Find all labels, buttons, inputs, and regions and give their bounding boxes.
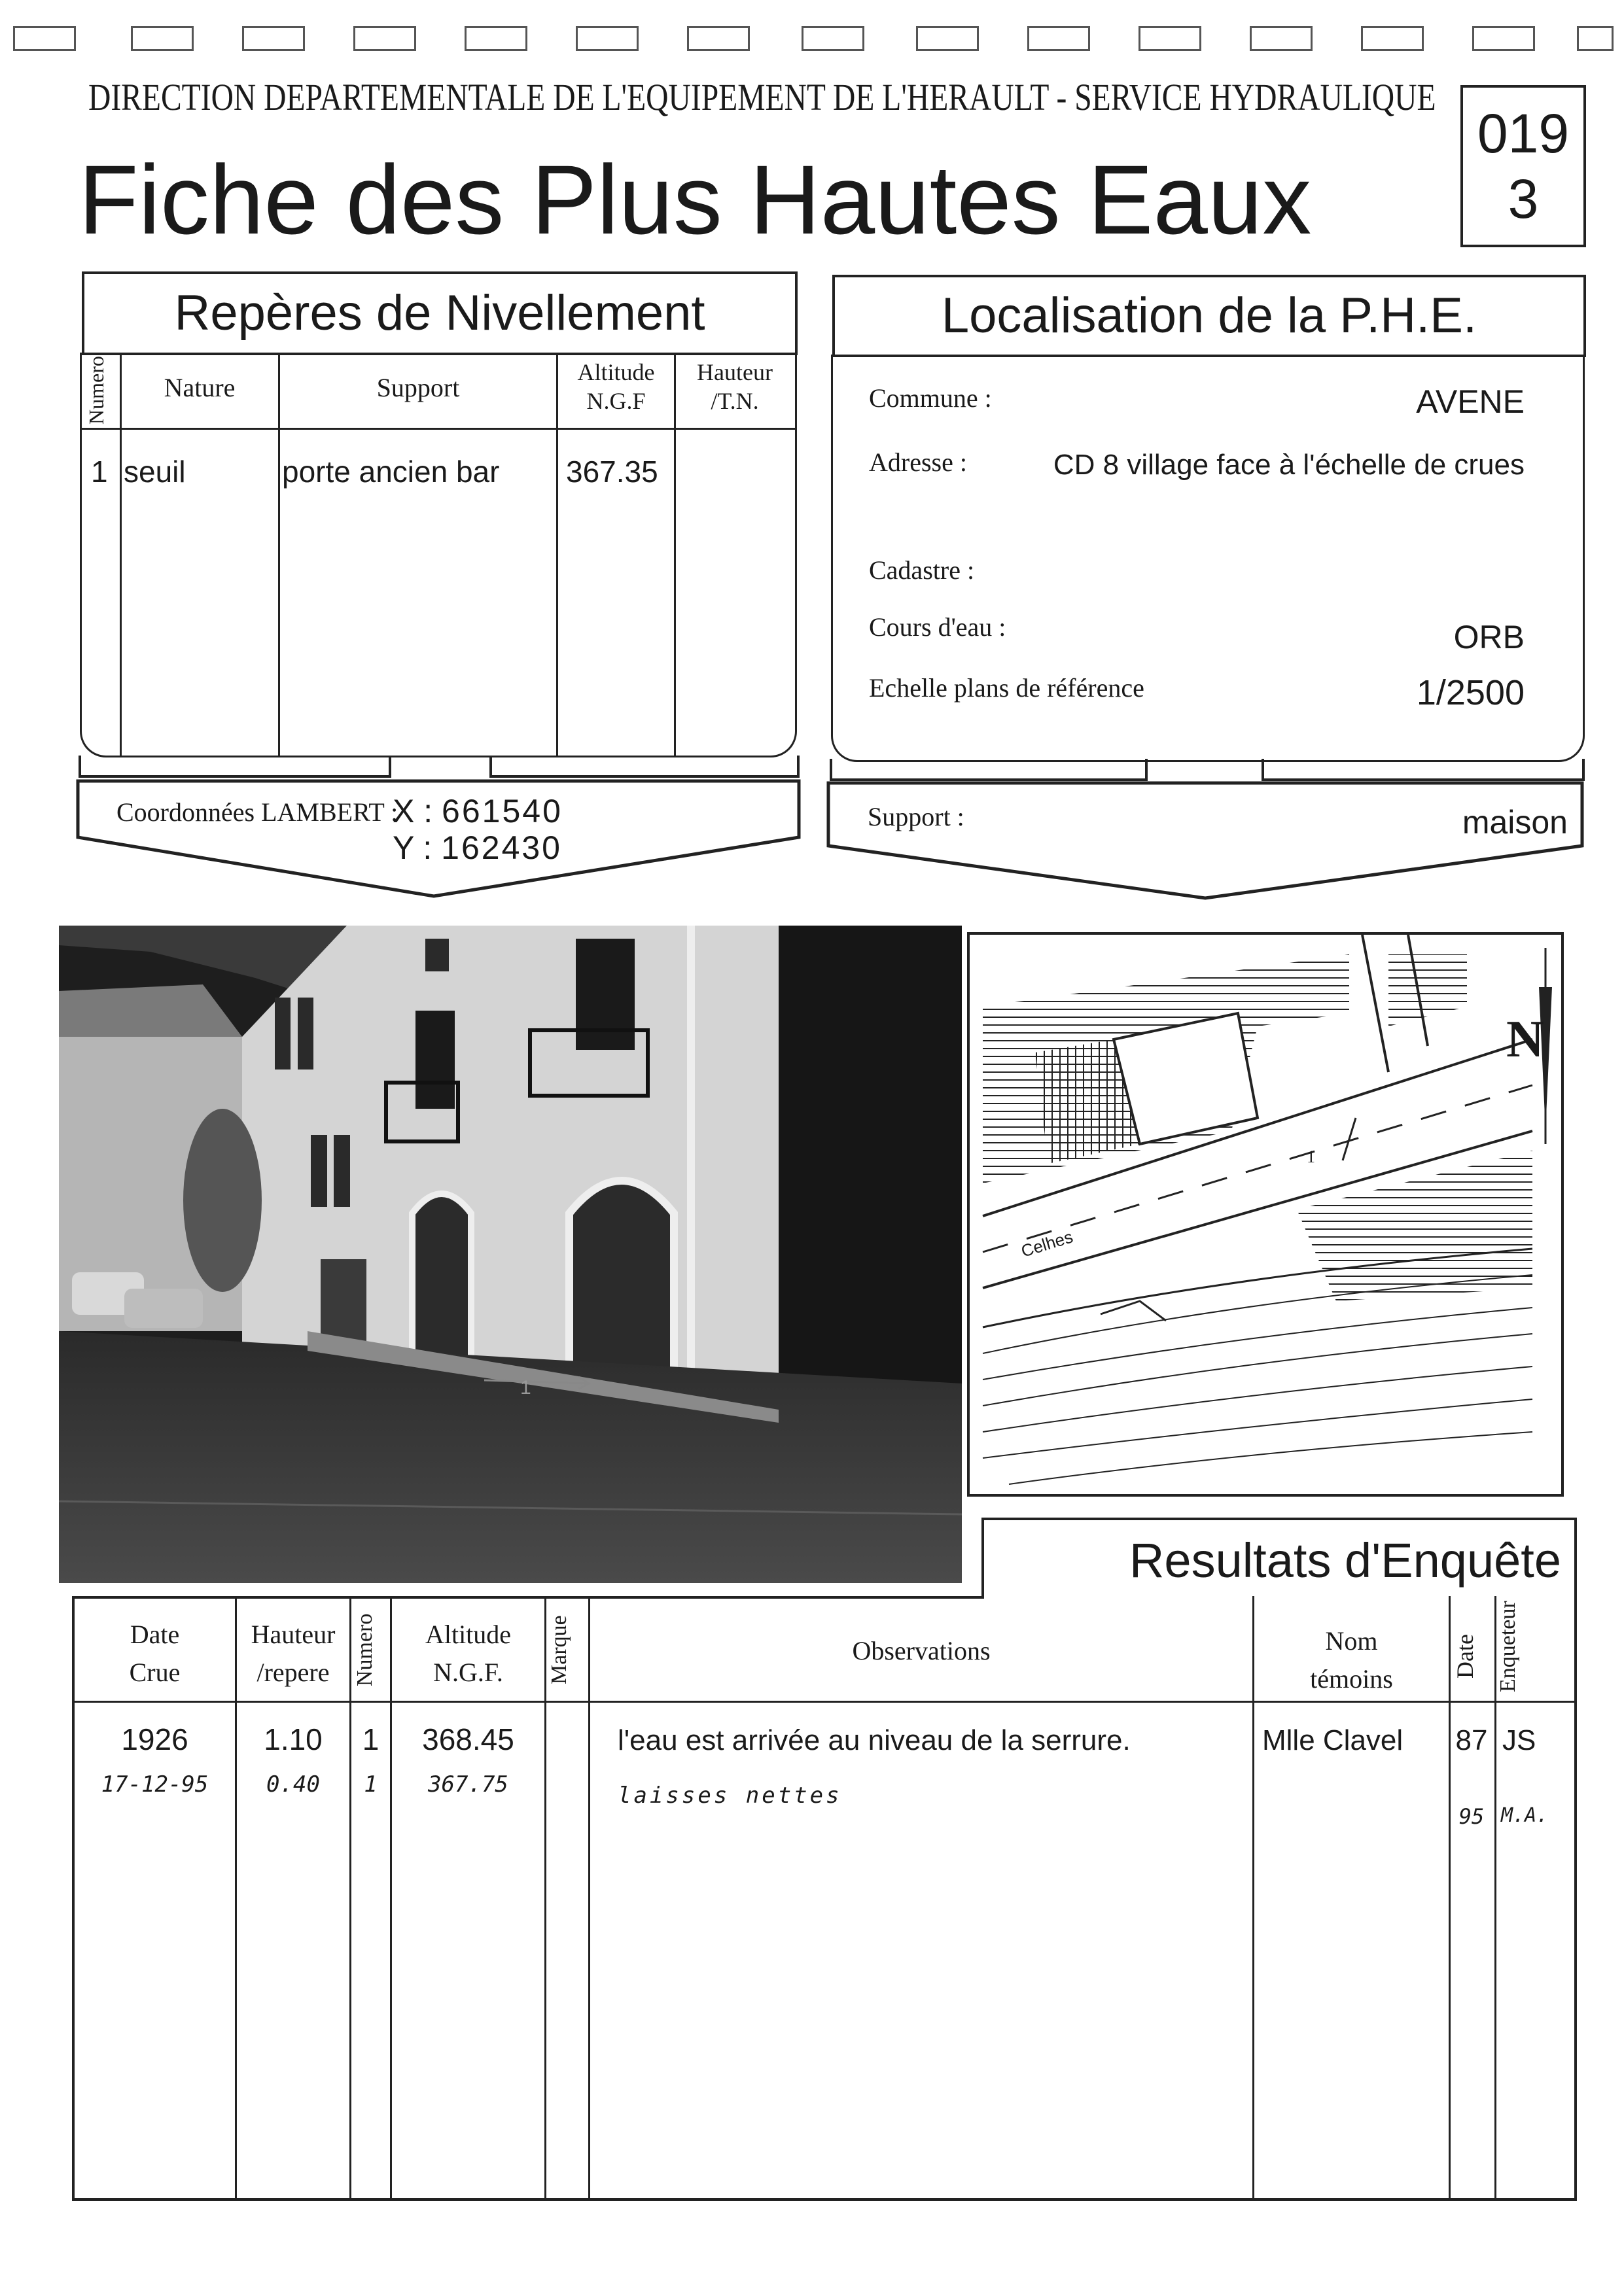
reperes-table — [80, 353, 797, 757]
reperes-header-hauteur: Hauteur — [697, 359, 773, 385]
res-row2-hauteur: 0.40 — [266, 1771, 320, 1798]
res-row2-altitude: 367.75 — [428, 1771, 508, 1798]
commune-value: AVENE — [1416, 383, 1525, 420]
res-header-marque: Marque — [547, 1615, 571, 1685]
ref-number: 019 — [1477, 103, 1570, 164]
photo-marker: 1 — [520, 1377, 531, 1399]
res-row1-altitude: 368.45 — [422, 1722, 514, 1756]
commune-label: Commune : — [869, 383, 992, 413]
res-header-date: Date — [130, 1620, 180, 1649]
photo — [59, 926, 962, 1583]
map-point-label: 1 — [1307, 1147, 1315, 1166]
res-row1-hauteur: 1.10 — [264, 1722, 323, 1756]
location-map — [967, 932, 1564, 1497]
coords-label: Coordonnées LAMBERT : — [116, 797, 398, 827]
support-label: Support : — [868, 802, 964, 831]
res-header-altitude: Altitude — [425, 1620, 512, 1649]
res-header-ngf: N.G.F. — [433, 1658, 503, 1687]
reperes-title-box — [82, 271, 798, 355]
res-row2-date: 17-12-95 — [101, 1771, 209, 1798]
page-title: Fiche des Plus Hautes Eaux — [79, 145, 1312, 254]
echelle-value: 1/2500 — [1416, 673, 1525, 712]
res-header-crue: Crue — [129, 1658, 181, 1687]
res-row1-nom: Mlle Clavel — [1262, 1724, 1403, 1756]
res-header-repere: /repere — [256, 1658, 330, 1687]
resultats-title: Resultats d'Enquête — [1129, 1533, 1561, 1588]
res-row2-observations: laisses nettes — [618, 1783, 842, 1809]
cadastre-label: Cadastre : — [869, 555, 975, 585]
ref-sub: 3 — [1508, 168, 1539, 230]
cours-label: Cours d'eau : — [869, 612, 1006, 642]
map-street-label: Celhes — [1019, 1226, 1076, 1261]
reperes-header-numero: Numero — [84, 356, 108, 425]
photo-drawing — [59, 926, 962, 1583]
header-top-line: DIRECTION DEPARTEMENTALE DE L'EQUIPEMENT DE L'HERAULT - SERVICE HYDRAULIQUE — [88, 76, 1436, 118]
localisation-title-box — [832, 275, 1586, 357]
res-row1-observations: l'eau est arrivée au niveau de la serrure. — [618, 1724, 1131, 1756]
support-value: maison — [1462, 804, 1568, 841]
resultats-title-box — [981, 1518, 1577, 1599]
res-header-nom: Nom — [1325, 1626, 1378, 1656]
res-header-numero: Numero — [353, 1613, 377, 1687]
res-row2-date-enq: 95 — [1458, 1804, 1485, 1829]
res-row1-date-enq: 87 — [1455, 1724, 1488, 1756]
res-header-observations: Observations — [852, 1636, 991, 1665]
cours-value: ORB — [1453, 619, 1525, 655]
map-drawing — [970, 935, 1561, 1494]
reperes-row-support: porte ancien bar — [282, 455, 500, 489]
reperes-header-altitude: Altitude — [577, 359, 655, 385]
reperes-title: Repères de Nivellement — [174, 285, 705, 341]
reperes-header-nature: Nature — [164, 373, 236, 402]
res-header-temoins: témoins — [1310, 1664, 1393, 1694]
reperes-header-altitude-ngf: N.G.F — [586, 388, 646, 414]
res-header-enqueteur: Enqueteur — [1496, 1601, 1520, 1693]
adresse-value: CD 8 village face à l'échelle de crues — [1053, 449, 1525, 481]
reperes-header-support: Support — [376, 373, 460, 402]
res-row2-numero: 1 — [364, 1771, 378, 1798]
res-row2-enqueteur: M.A. — [1501, 1804, 1549, 1827]
res-header-hauteur: Hauteur — [251, 1620, 336, 1649]
res-row1-numero: 1 — [362, 1722, 380, 1756]
reperes-header-hauteur-tn: /T.N. — [711, 388, 759, 414]
reperes-row-nature: seuil — [124, 455, 186, 489]
coords-y-value: 162430 — [441, 829, 562, 866]
map-north-label: N — [1506, 1011, 1544, 1068]
localisation-title: Localisation de la P.H.E. — [941, 288, 1477, 343]
res-row1-enqueteur: JS — [1502, 1724, 1536, 1756]
coords-x-value: 661540 — [442, 793, 563, 829]
support-arrow-shape — [826, 780, 1585, 905]
reperes-row-numero: 1 — [91, 455, 108, 489]
resultats-table — [72, 1596, 1577, 2201]
res-row1-date: 1926 — [121, 1722, 188, 1756]
res-header-date-enq: Date — [1452, 1634, 1478, 1679]
echelle-label: Echelle plans de référence — [869, 673, 1144, 703]
coords-y-label: Y : — [393, 829, 432, 866]
ref-box — [1460, 85, 1586, 247]
coords-x-label: X : — [393, 793, 433, 829]
adresse-label: Adresse : — [869, 447, 967, 477]
reperes-row-altitude: 367.35 — [566, 455, 658, 489]
